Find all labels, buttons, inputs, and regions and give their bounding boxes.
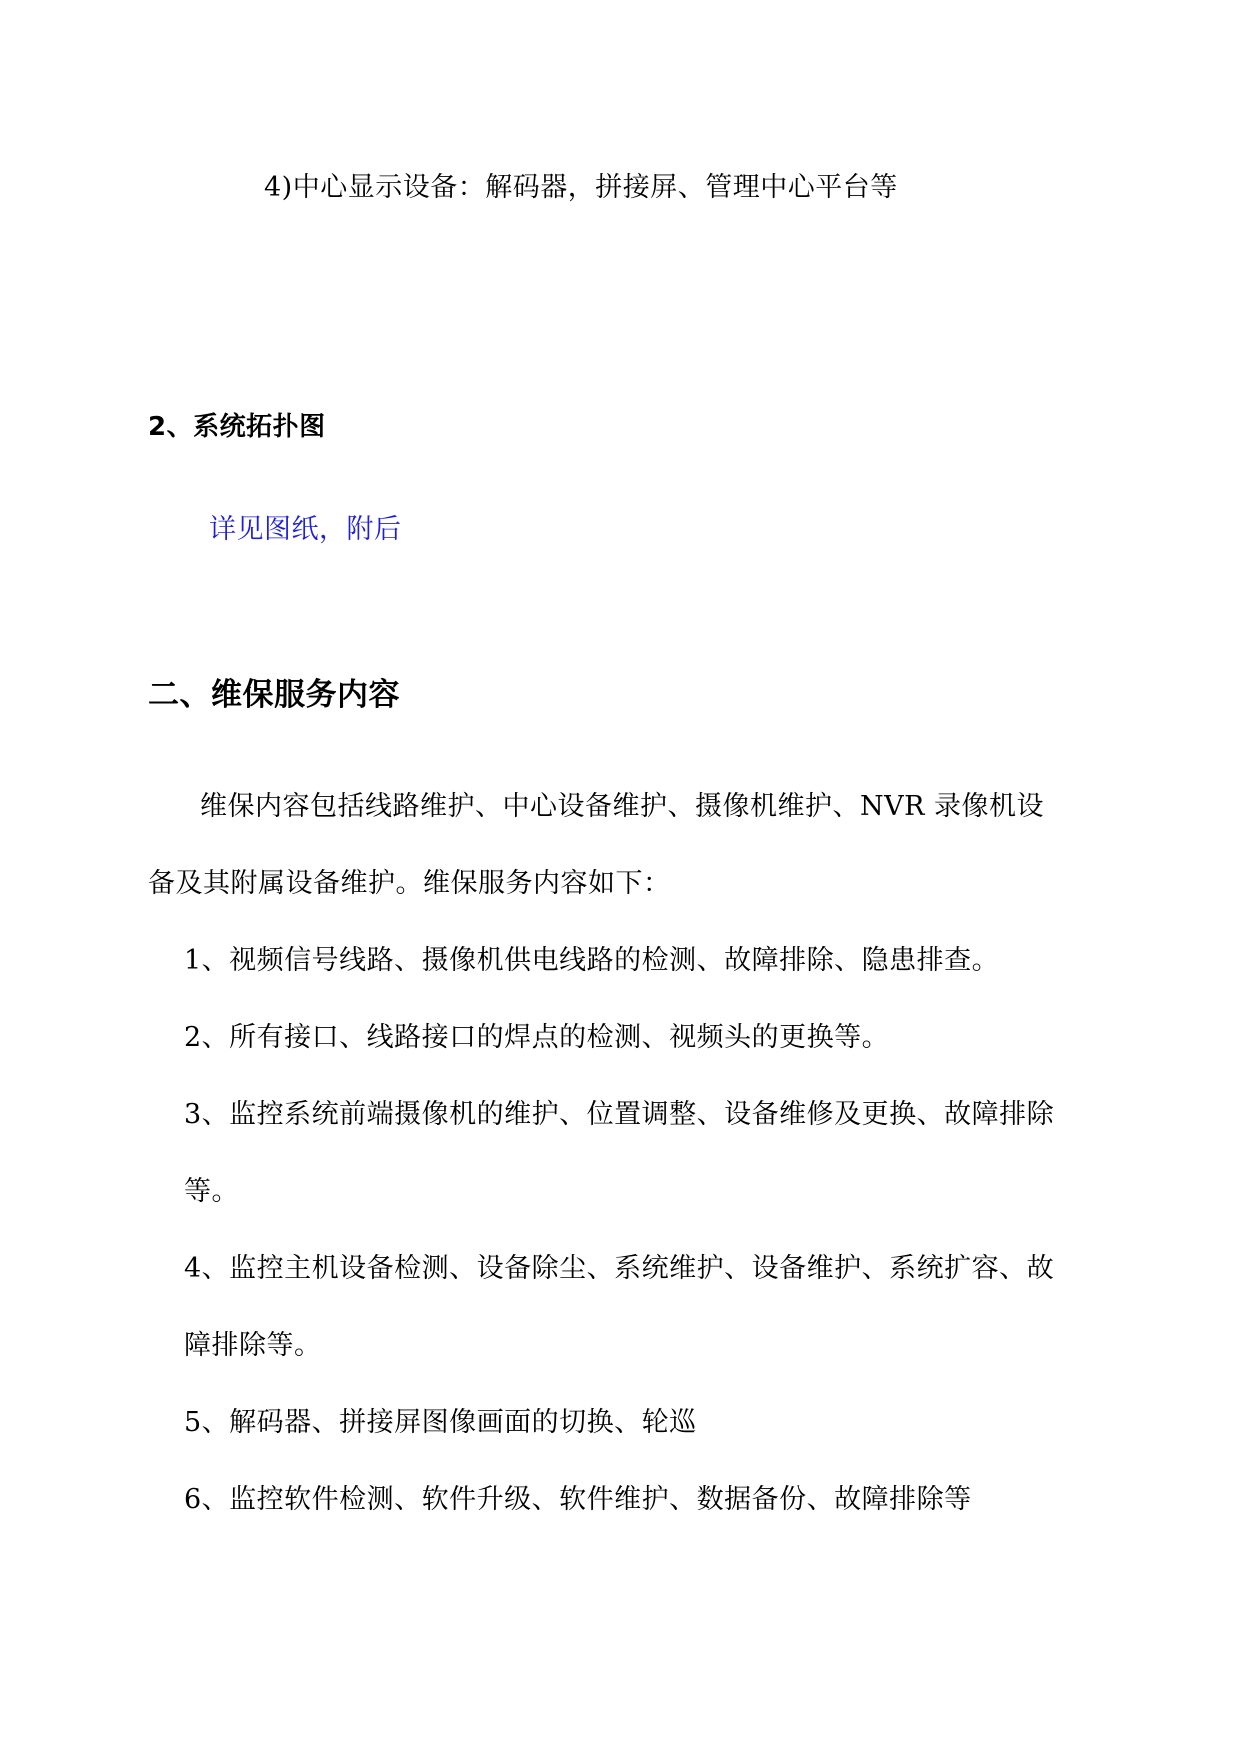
item-4-central-display: 4)中心显示设备：解码器，拼接屏、管理中心平台等 xyxy=(264,172,898,203)
list-item-5: 5、解码器、拼接屏图像画面的切换、轮巡 xyxy=(184,1407,697,1438)
list-item-3-line-2: 等。 xyxy=(184,1176,239,1207)
list-item-2: 2、所有接口、线路接口的焊点的检测、视频头的更换等。 xyxy=(184,1022,890,1053)
list-item-4-line-1: 4、监控主机设备检测、设备除尘、系统维护、设备维护、系统扩容、故 xyxy=(184,1253,1055,1284)
topology-drawing-note[interactable]: 详见图纸，附后 xyxy=(209,514,402,545)
list-item-3-line-1: 3、监控系统前端摄像机的维护、位置调整、设备维修及更换、故障排除 xyxy=(184,1099,1055,1130)
intro-paragraph-line-2: 备及其附属设备维护。维保服务内容如下： xyxy=(148,868,671,899)
heading-maintenance-content: 二、维保服务内容 xyxy=(148,677,400,713)
list-item-6: 6、监控软件检测、软件升级、软件维护、数据备份、故障排除等 xyxy=(184,1484,972,1515)
list-item-1: 1、视频信号线路、摄像机供电线路的检测、故障排除、隐患排查。 xyxy=(184,945,1000,976)
list-item-4-line-2: 障排除等。 xyxy=(184,1330,322,1361)
heading-system-topology: 2、系统拓扑图 xyxy=(148,412,326,442)
intro-paragraph-line-1: 维保内容包括线路维护、中心设备维护、摄像机维护、NVR 录像机设 xyxy=(200,791,1045,822)
